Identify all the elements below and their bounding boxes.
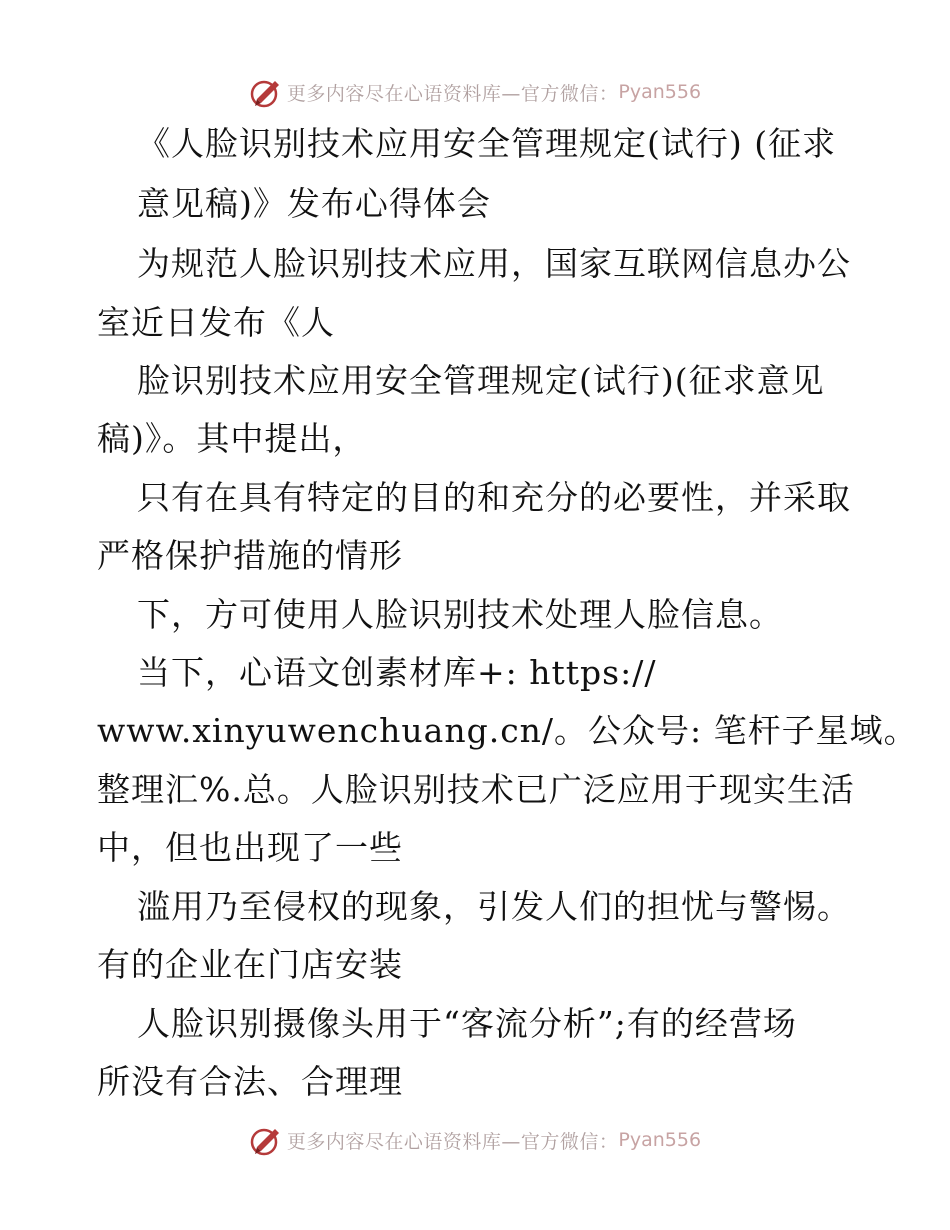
paragraph-line: 脸识别技术应用安全管理规定(试行)(征求意见 (137, 361, 825, 400)
paragraph-line: 滥用乃至侵权的现象，引发人们的担忧与警惕。 (137, 887, 851, 926)
header-watermark-banner (0, 72, 950, 112)
paragraph-line: 有的企业在门店安装 (97, 945, 403, 984)
paragraph-line: 当下，心语文创素材库+: https:// (137, 653, 657, 692)
paragraph-line: 室近日发布《人 (97, 303, 335, 342)
watermark-wechat-id: Pyan556 (618, 1129, 702, 1151)
watermark-text: 更多内容尽在心语资料库—官方微信： (286, 1130, 619, 1153)
paragraph-line: 只有在具有特定的目的和充分的必要性，并采取 (137, 478, 851, 517)
paragraph-line: 下，方可使用人脸识别技术处理人脸信息。 (137, 595, 783, 634)
paragraph-line: 稿)》。其中提出， (97, 419, 367, 458)
title-line-1: 《人脸识别技术应用安全管理规定(试行) (征求 (137, 124, 837, 163)
watermark-wechat-id: Pyan556 (618, 81, 702, 103)
paragraph-line: 严格保护措施的情形 (97, 536, 403, 575)
title-line-2: 意见稿)》发布心得体会 (137, 184, 491, 223)
paragraph-line: 人脸识别摄像头用于“客流分析”;有的经营场 (137, 1004, 797, 1043)
paragraph-line: 所没有合法、合理理 (97, 1062, 403, 1101)
watermark-text: 更多内容尽在心语资料库—官方微信： (286, 82, 619, 105)
paragraph-line: 中，但也出现了一些 (97, 828, 403, 867)
paragraph-line: 为规范人脸识别技术应用，国家互联网信息办公 (137, 244, 851, 283)
pen-logo-icon (249, 75, 283, 109)
paragraph-line: www.xinyuwenchuang.cn/。公众号: 笔杆子星域。 (97, 711, 918, 750)
pen-logo-icon (249, 1123, 283, 1157)
paragraph-line: 整理汇%.总。人脸识别技术已广泛应用于现实生活 (97, 770, 855, 809)
footer-watermark-banner (0, 1120, 950, 1160)
